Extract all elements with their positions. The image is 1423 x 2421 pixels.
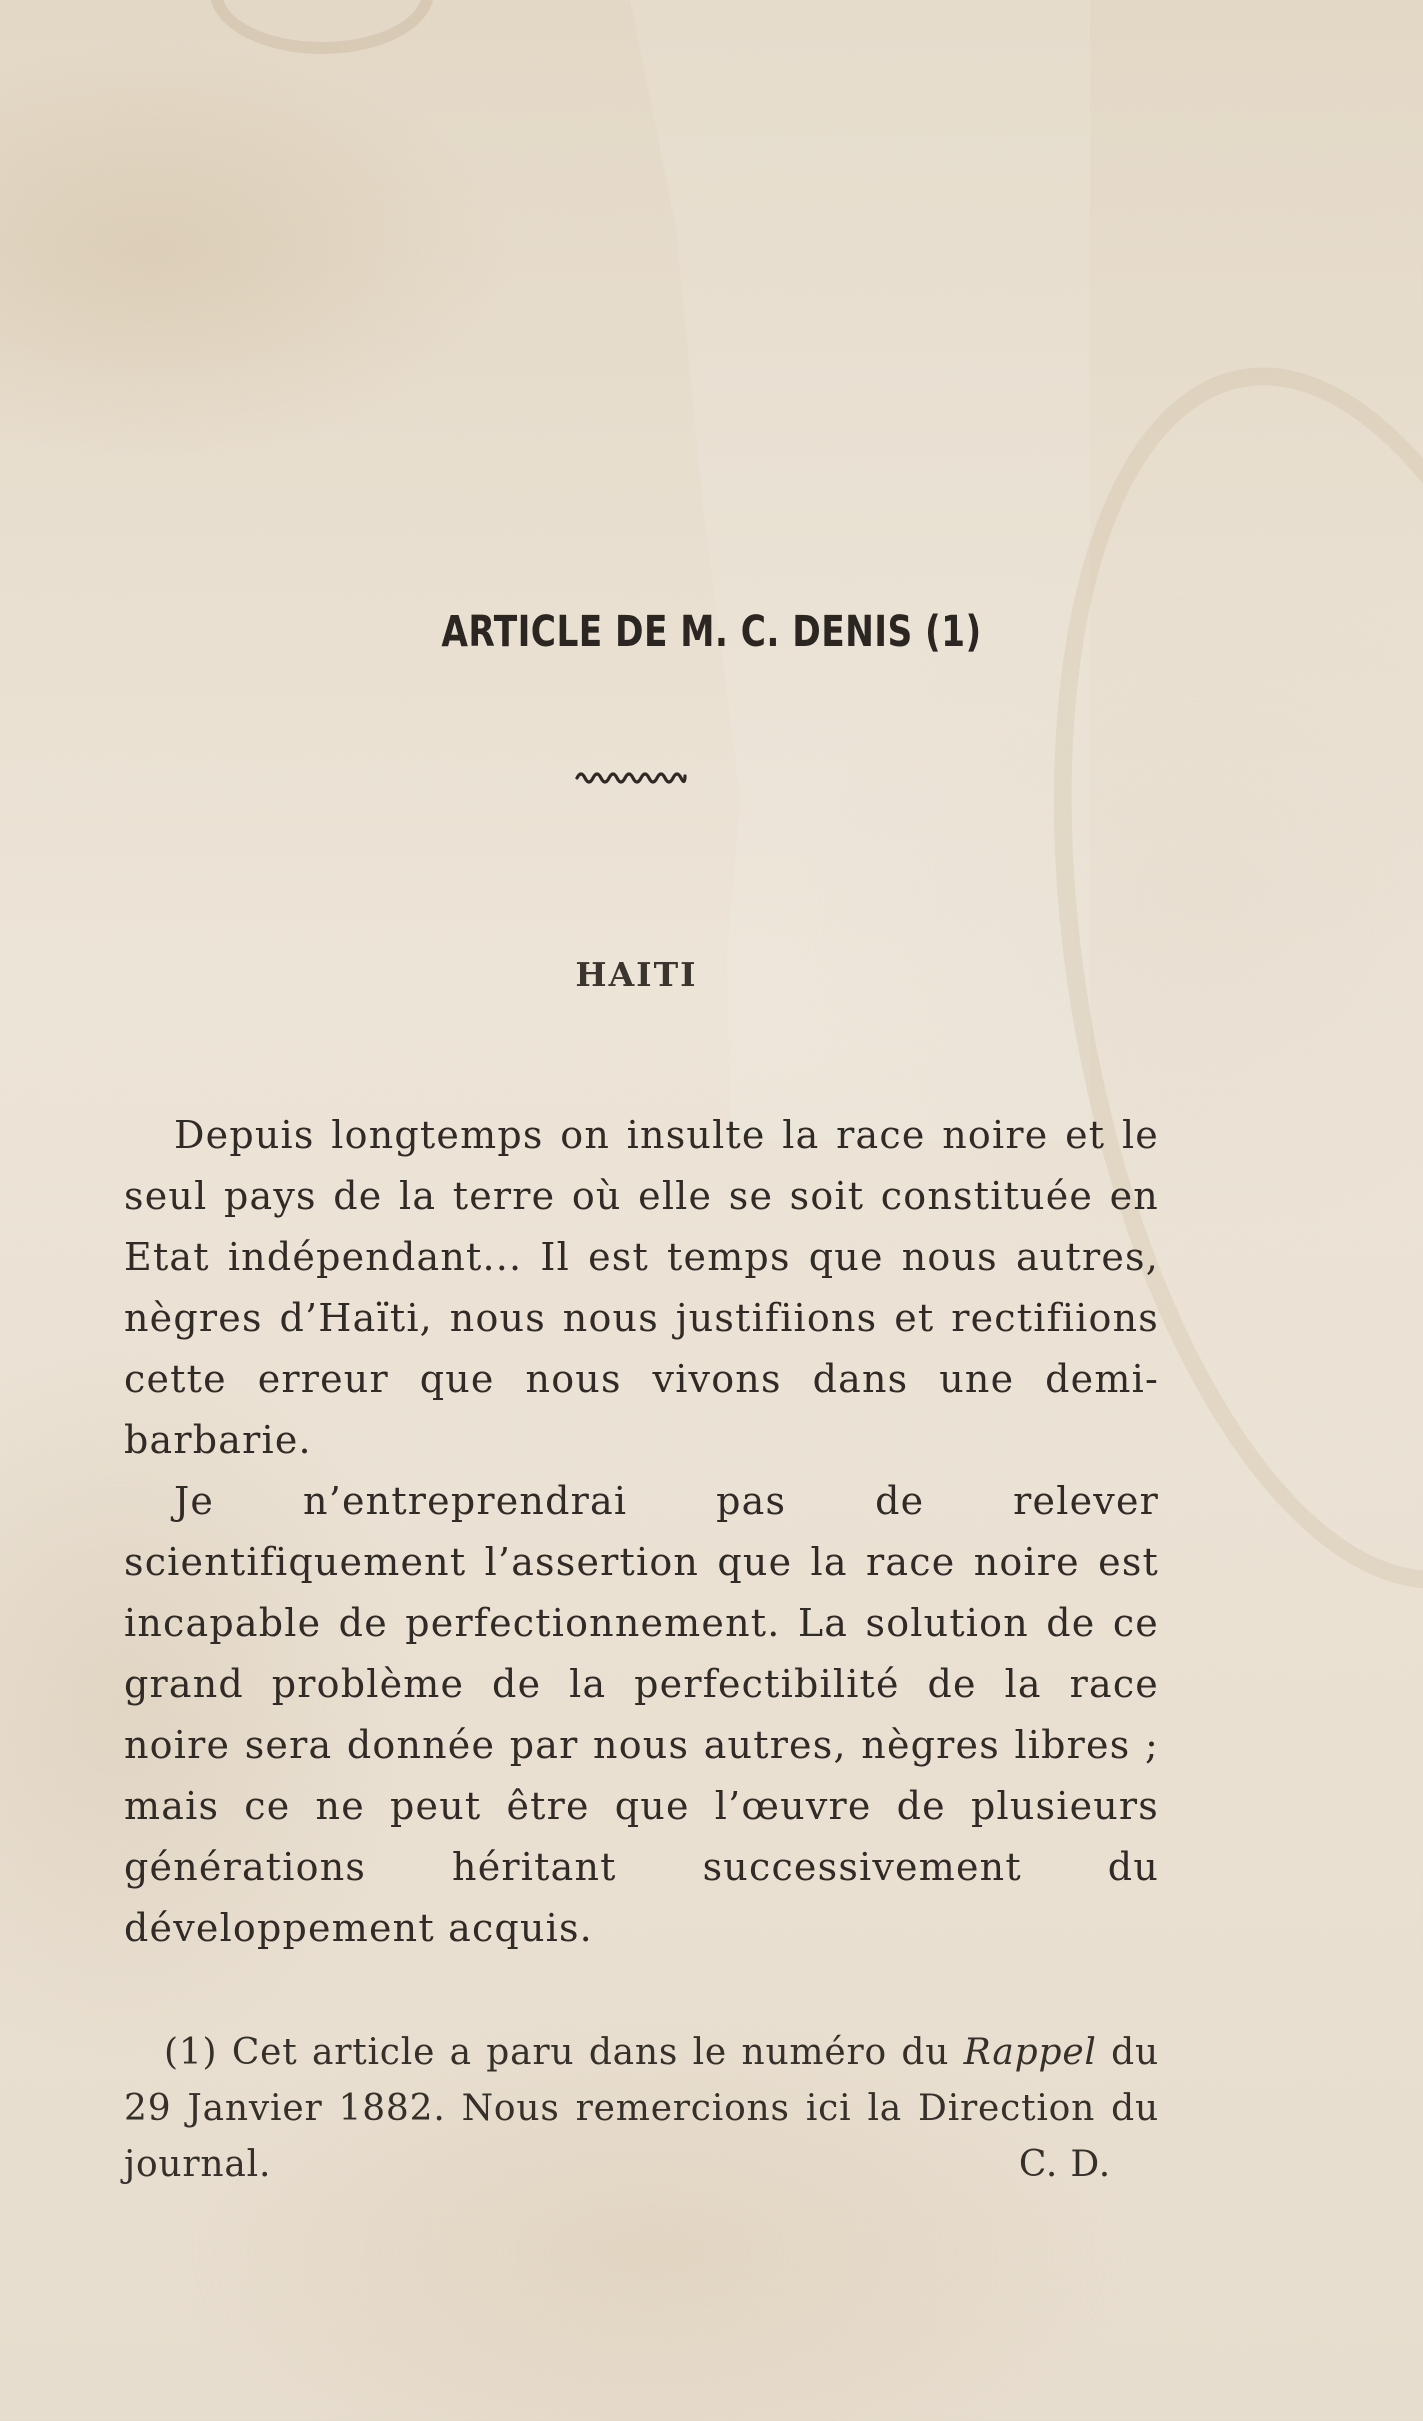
article-body	[124, 1105, 1159, 1959]
footnote-signature: C. D.	[1018, 2144, 1111, 2185]
footnote-text	[124, 2025, 1159, 2193]
footnote	[124, 2025, 1159, 2193]
body-paragraph: Je n’entreprendrai pas de relever scientifiquement l’assertion que la race noire est incapable de perfectionnement. La solution de ce grand problème de la perfectibilité de la race noire sera donnée par nous autres, nègres libres ; mais ce ne peut être que l’œuvre de plusieurs générations héritant successivement du développement acquis.	[124, 1479, 1159, 1950]
footnote-text-end: du 29 Janvier 1882. Nous remercions ici la Direction du journal.	[124, 2032, 1160, 2185]
article-title: ARTICLE DE M. C. DENIS (1)	[441, 607, 982, 657]
body-paragraph: Depuis longtemps on insulte la race noire et le seul pays de la terre où elle se soit constituée en Etat indépendant... Il est temps que nous autres, nègres d’Haïti, nous nous justifiions et rectifiions cette erreur que nous vivons dans une demi-barbarie.	[124, 1113, 1159, 1462]
journal-name: Rappel	[963, 2032, 1097, 2073]
footnote-text-start: (1) Cet article a paru dans le numéro du	[164, 2032, 964, 2073]
water-stain	[210, 0, 434, 54]
wavy-rule-ornament	[575, 767, 687, 785]
section-heading: HAITI	[575, 955, 698, 994]
